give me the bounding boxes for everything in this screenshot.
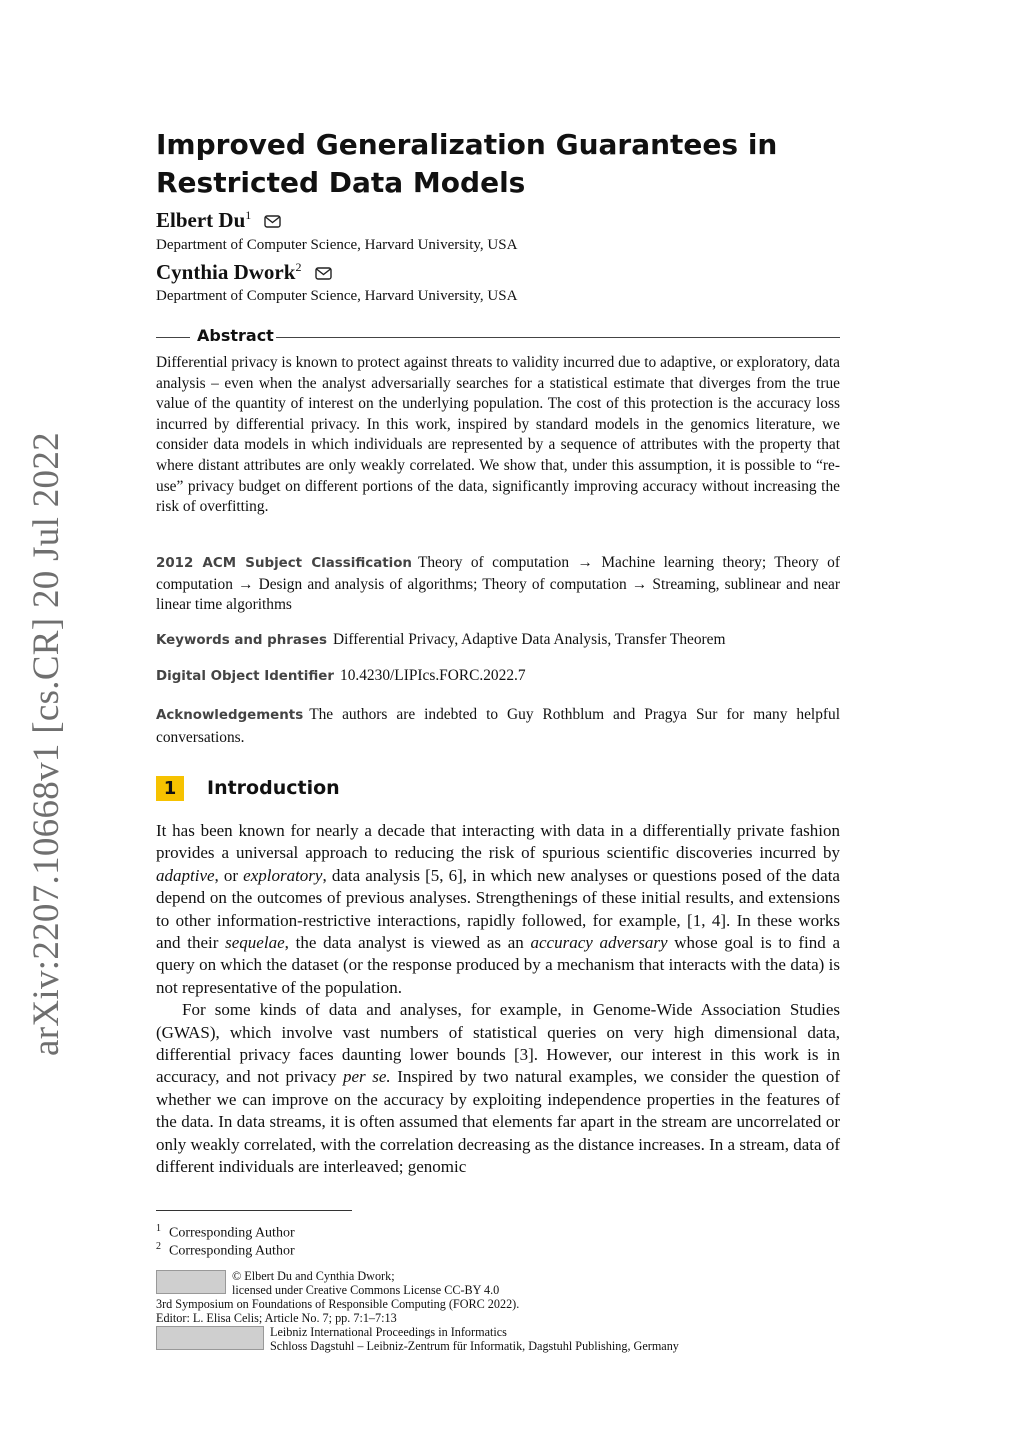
cc-license-logo [156,1270,226,1294]
author-name: Elbert Du$^1$ [156,208,252,232]
series-line: Leibniz International Proceedings in Informatics [270,1325,507,1339]
paper-title: Improved Generalization Guarantees in Restricted Data Models [156,128,778,199]
doi-label: Digital Object Identifier [156,669,334,684]
doi-link[interactable]: 10.4230/LIPIcs.FORC.2022.7 [340,667,526,684]
license-line: licensed under Creative Commons License CC-BY 4.0 [232,1283,500,1297]
intro-paragraph-2: For some kinds of data and analyses, for example, in Genome-Wide Association Studies (GWAS), which involve vast numbers of statistical queries on very high dimensional data, differential privacy faces daunting lower bounds [3]. However, our interest in this work is in accuracy, and not privacy per se. Inspired by two natural examples, we consider the question of whether we can improve on the accuracy by exploiting independence properties in the features of the data. In data streams, it is often assumed that elements far apart in the stream are uncorrelated or only weakly correlated, with the correlation decreasing as the distance increases. In a stream, data of different individuals are interleaved; genomic [156,1000,840,1177]
footnote-2: $^2$ Corresponding Author [156,1241,295,1259]
ack-label: Acknowledgements [156,708,304,723]
footnote-rule [156,1210,352,1211]
keywords-value: Differential Privacy, Adaptive Data Analysis, Transfer Theorem [332,631,726,648]
venue-line: 3rd Symposium on Foundations of Responsible Computing (FORC 2022). [156,1297,520,1311]
introduction-body [156,820,840,1179]
footnote-1: $^1$ Corresponding Author [156,1223,295,1241]
email-icon[interactable] [315,265,332,284]
ack-value: The authors are indebted to Guy Rothblum and Pragya Sur for many helpful conversations. [156,706,840,746]
author-name: Cynthia Dwork$^2$ [156,260,302,284]
acm-value: Theory of computation → Machine learning theory; Theory of computation → Design and analysis of algorithms; Theory of computation → Streaming, sublinear and near linear time algorithms [156,554,840,614]
acm-classification [156,553,840,616]
divider [276,337,840,338]
keywords [156,630,840,652]
abstract-heading [156,326,840,348]
author-2-affiliation: Department of Computer Science, Harvard University, USA [156,288,518,304]
keywords-label: Keywords and phrases [156,633,327,648]
acknowledgements [156,704,840,749]
abstract-label: Abstract [197,326,274,345]
copyright-line: © Elbert Du and Cynthia Dwork; [232,1269,395,1283]
acm-label: 2012 ACM Subject Classification [156,556,412,571]
lipics-logo [156,1326,264,1350]
author-1-affiliation: Department of Computer Science, Harvard University, USA [156,237,518,253]
editor-line: Editor: L. Elisa Celis; Article No. 7; pp. 7:1–7:13 [156,1311,397,1325]
arxiv-identifier: arXiv:2207.10668v1 [cs.CR] 20 Jul 2022 [26,432,67,1056]
divider [156,337,190,338]
section-title: Introduction [207,777,340,799]
author-1 [156,208,281,233]
doi [156,666,840,688]
publisher-line: Schloss Dagstuhl – Leibniz-Zentrum für Informatik, Dagstuhl Publishing, Germany [270,1339,679,1353]
abstract-text: Differential privacy is known to protect against threats to validity incurred due to adaptive, or exploratory, data analysis – even when the analyst adversarially searches for a statistical estimate that diverges from the true value of the quantity of interest on the underlying population. The cost of this protection is the accuracy loss incurred by differential privacy. In this work, inspired by standard models in the genomics literature, we consider data models in which individuals are represented by a sequence of attributes with the property that where distant attributes are only weakly correlated. We show that, under this assumption, it is possible to “re-use” privacy budget on different portions of the data, significantly improving accuracy without increasing the risk of overfitting. [156,354,840,516]
email-icon[interactable] [264,213,281,232]
intro-paragraph-1: It has been known for nearly a decade that interacting with data in a differentially private fashion provides a universal approach to reducing the risk of spurious scientific discoveries incurred by adaptive, or exploratory, data analysis [5, 6], in which new analyses or questions posed of the data depend on the outcomes of previous analyses. Strengthenings of these initial results, and extensions to other information-restrictive interactions, rapidly followed, for example, [1, 4]. In these works and their sequelae, the data analyst is viewed as an accuracy adversary whose goal is to find a query on which the dataset (or the response produced by a mechanism that interacts with the data) is not representative of the population. [156,821,841,997]
section-number: 1 [156,776,184,801]
author-2 [156,260,332,285]
